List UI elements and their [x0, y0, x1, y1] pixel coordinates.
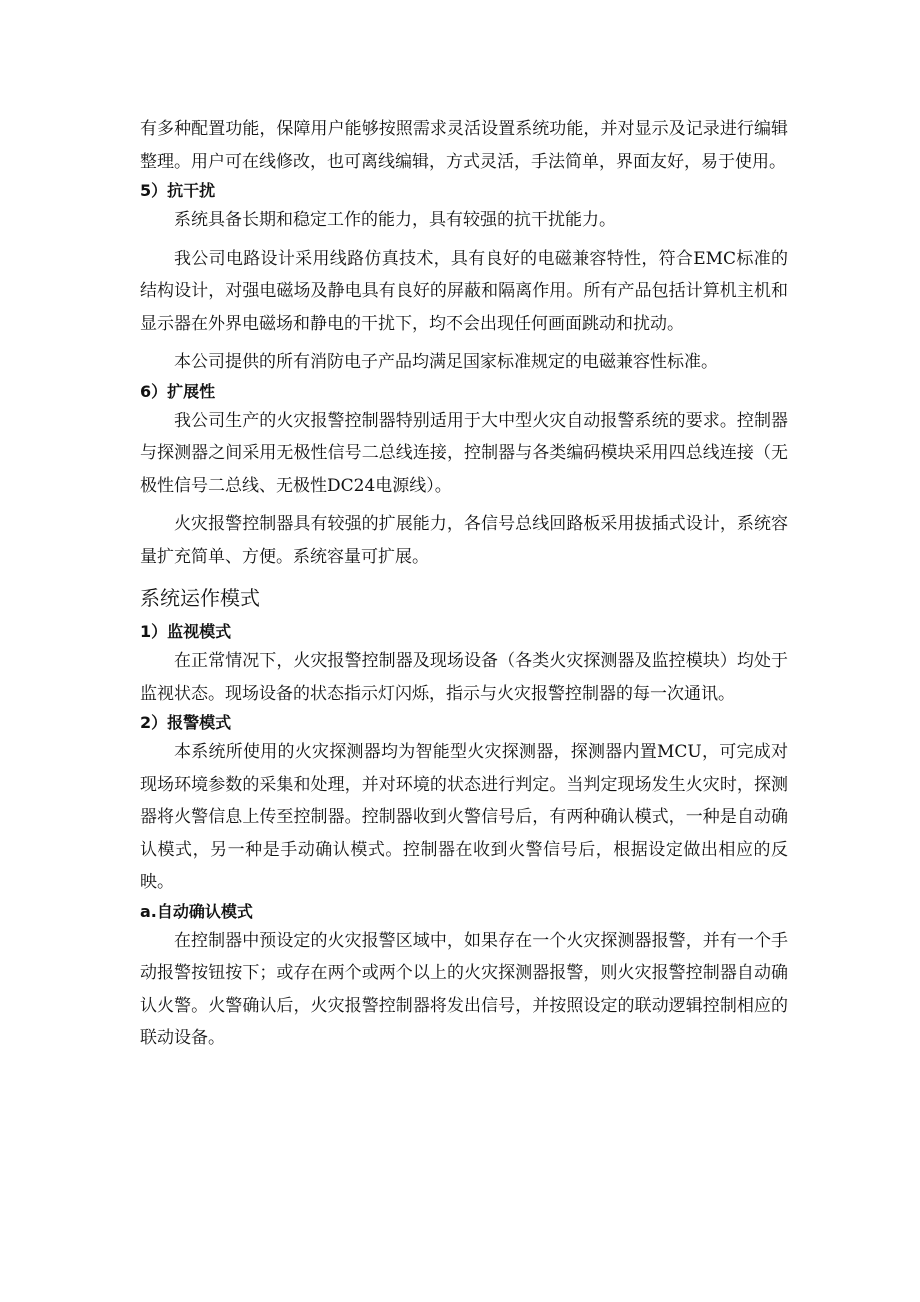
paragraph-monitor-mode: 在正常情况下，火灾报警控制器及现场设备（各类火灾探测器及监控模块）均处于监视状态。现场设备的状态指示灯闪烁，指示与火灾报警控制器的每一次通讯。 — [140, 651, 788, 704]
paragraph-expansion: 火灾报警控制器具有较强的扩展能力，各信号总线回路板采用拔插式设计，系统容量扩充简单、方便。系统容量可扩展。 — [140, 514, 788, 567]
subheading-alarm-mode: 2）报警模式 — [140, 713, 232, 732]
paragraph-emc-standard: 本公司提供的所有消防电子产品均满足国家标准规定的电磁兼容性标准。 — [174, 352, 718, 372]
subheading-anti-interference: 5）抗干扰 — [140, 181, 216, 200]
paragraph-alarm-mode: 本系统所使用的火灾探测器均为智能型火灾探测器，探测器内置MCU，可完成对现场环境参数的采集和处理，并对环境的状态进行判定。当判定现场发生火灾时，探测器将火警信息上传至控制器。控制器收到火警信号后，有两种确认模式，一种是自动确认模式，另一种是手动确认模式。控制器在收到火警信号后，根据设定做出相应的反映。 — [140, 742, 788, 892]
paragraph-auto-confirm-mode: 在控制器中预设定的火灾报警区域中，如果存在一个火灾探测器报警，并有一个手动报警按钮按下；或存在两个或两个以上的火灾探测器报警，则火灾报警控制器自动确认火警。火警确认后，火灾报警控制器将发出信号，并按照设定的联动逻辑控制相应的联动设备。 — [140, 930, 788, 1048]
paragraph-stability: 系统具备长期和稳定工作的能力，具有较强的抗干扰能力。 — [174, 210, 616, 230]
document-page — [140, 113, 788, 1055]
subheading-scalability: 6）扩展性 — [140, 381, 216, 401]
paragraph-emc-design: 我公司电路设计采用线路仿真技术，具有良好的电磁兼容特性，符合EMC标准的结构设计，对强电磁场及静电具有良好的屏蔽和隔离作用。所有产品包括计算机主机和显示器在外界电磁场和静电的干扰下，均不会出现任何画面跳动和扰动。 — [140, 248, 788, 334]
subheading-auto-confirm-mode: a.自动确认模式 — [140, 901, 253, 921]
section-heading-operation-modes: 系统运作模式 — [140, 586, 260, 610]
paragraph-config-features: 有多种配置功能，保障用户能够按照需求灵活设置系统功能，并对显示及记录进行编辑整理。用户可在线修改，也可离线编辑，方式灵活，手法简单，界面友好，易于使用。 — [140, 119, 788, 172]
subheading-monitor-mode: 1）监视模式 — [140, 622, 232, 641]
paragraph-controller-bus: 我公司生产的火灾报警控制器特别适用于大中型火灾自动报警系统的要求。控制器与探测器之间采用无极性信号二总线连接，控制器与各类编码模块采用四总线连接（无极性信号二总线、无极性DC24电源线）。 — [140, 410, 788, 496]
